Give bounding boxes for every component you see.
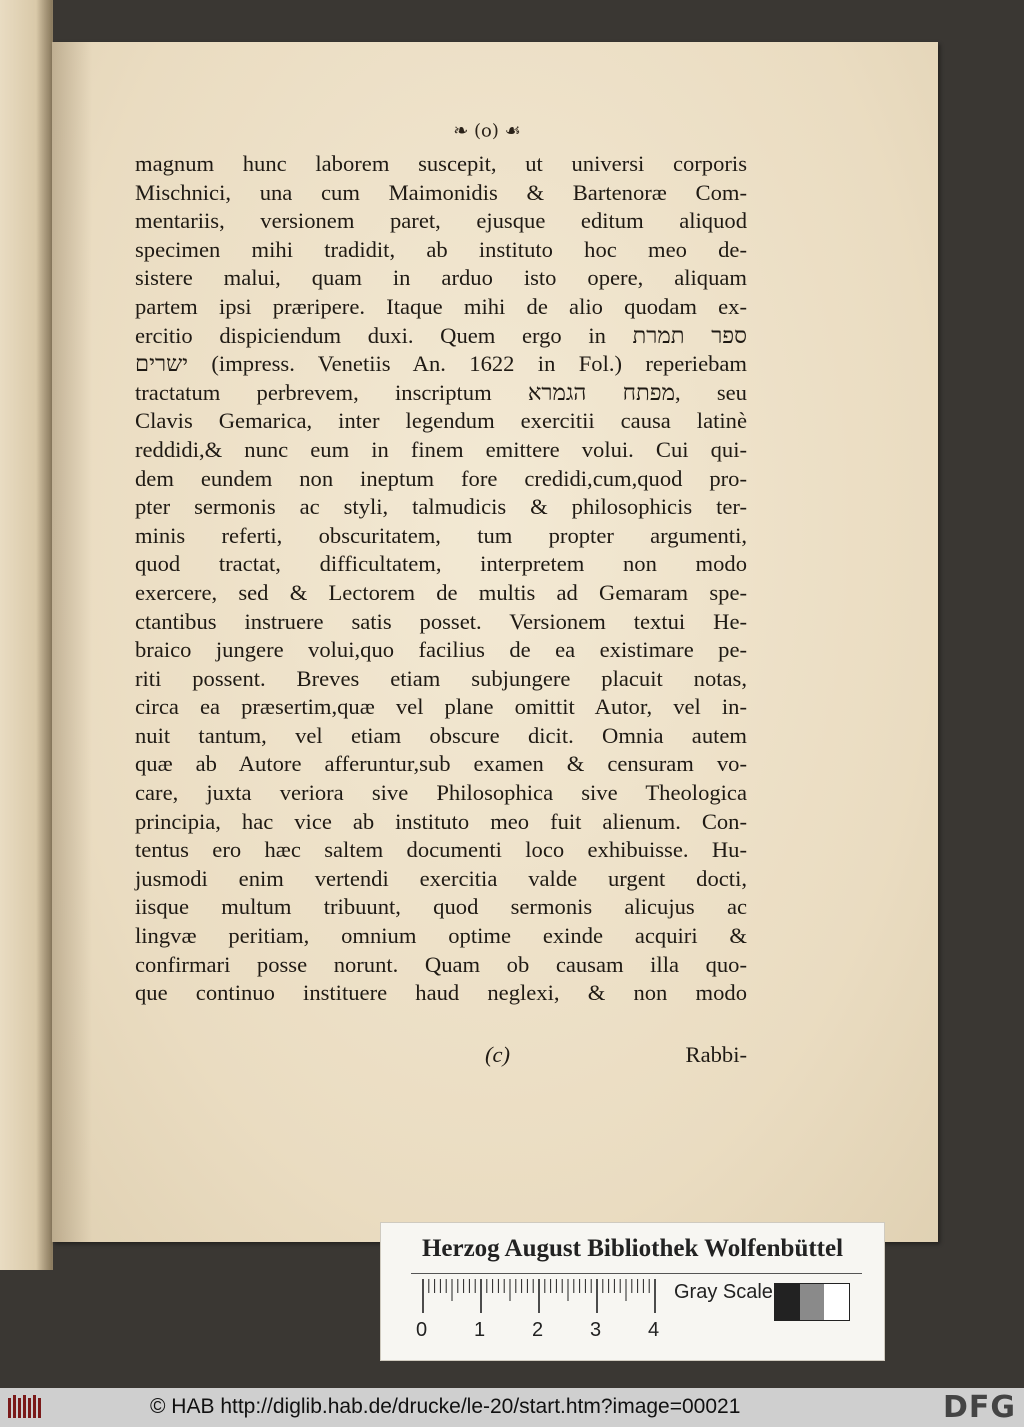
ornament-text: (o) xyxy=(474,120,499,142)
text-line: magnum hunc laborem suscepit, ut universi corporis xyxy=(135,151,747,176)
signature-mark: (c) xyxy=(485,1042,511,1067)
text-line: Clavis Gemarica, inter legendum exercitii causa latinè xyxy=(135,408,747,434)
ruler-number: 3 xyxy=(590,1319,602,1341)
text-line: specimen mihi tradidit, ab instituto hoc meo de- xyxy=(135,236,747,262)
ornament-left-flourish: ❧ xyxy=(453,120,469,142)
text-line: pter sermonis ac styli, talmudicis & philosophicis ter- xyxy=(135,494,747,520)
text-line: dem eundem non ineptum fore credidi,cum,quod pro- xyxy=(135,465,747,491)
ruler-number: 2 xyxy=(532,1319,544,1341)
text-line: iisque multum tribuunt, quod sermonis alicujus ac xyxy=(135,894,747,920)
ruler-number: 4 xyxy=(648,1319,660,1341)
gray-scale-swatches xyxy=(774,1283,850,1321)
text-line: lingvæ peritiam, omnium optime exinde acquiri & xyxy=(135,923,747,949)
text-line: braico jungere volui,quo facilius de ea existimare pe- xyxy=(135,637,747,663)
body-text xyxy=(135,150,747,1008)
text-line: quæ ab Autore afferuntur,sub examen & censuram vo- xyxy=(135,751,747,777)
gutter-shadow xyxy=(52,42,92,1242)
card-divider xyxy=(411,1273,862,1274)
gray-scale-label: Gray Scale xyxy=(674,1281,773,1303)
text-line: ercitio dispiciendum duxi. Quem ergo in ספר תמרת xyxy=(135,322,747,348)
ornament-right-flourish: ☙ xyxy=(504,120,521,142)
text-line: sistere malui, quam in arduo isto opere, aliquam xyxy=(135,265,747,291)
text-line: Mischnici, una cum Maimonidis & Bartenoræ Com- xyxy=(135,179,747,205)
text-line: ישרים (impress. Venetiis An. 1622 in Fol.) reperiebam xyxy=(135,351,747,377)
gray-swatch xyxy=(800,1284,825,1320)
gray-swatch xyxy=(775,1284,800,1320)
text-line: reddidi,& nunc eum in finem emittere volui. Cui qui- xyxy=(135,436,747,462)
ruler-number: 0 xyxy=(416,1319,428,1341)
text-line: jusmodi enim vertendi exercitia valde urgent docti, xyxy=(135,865,747,891)
copyright-link[interactable]: © HAB http://diglib.hab.de/drucke/le-20/start.htm?image=00021 xyxy=(150,1395,741,1418)
hab-logo-icon xyxy=(6,1392,44,1422)
text-line: partem ipsi præripere. Itaque mihi de alio quodam ex- xyxy=(135,293,747,319)
measurement-ruler xyxy=(421,1277,661,1317)
footer-bar xyxy=(0,1388,1024,1427)
page-footer-marks xyxy=(135,1042,747,1072)
text-line: quod tractat, difficultatem, interpretem non modo xyxy=(135,551,747,577)
text-line: exercere, sed & Lectorem de multis ad Gemaram spe- xyxy=(135,579,747,605)
book-page xyxy=(52,42,938,1242)
text-line: ctantibus instruere satis posset. Versionem textui He- xyxy=(135,608,747,634)
dfg-logo: DFG xyxy=(942,1390,1016,1425)
library-name: Herzog August Bibliothek Wolfenbüttel xyxy=(421,1235,844,1262)
text-line: care, juxta veriora sive Philosophica sive Theologica xyxy=(135,780,747,806)
text-line: riti possent. Breves etiam subjungere placuit notas, xyxy=(135,665,747,691)
text-line: tractatum perbrevem, inscriptum מפתח הגמרא, seu xyxy=(135,379,747,405)
book-spine-shadow xyxy=(36,0,52,1270)
library-scale-card xyxy=(380,1222,885,1361)
header-ornament xyxy=(437,120,537,146)
text-line: principia, hac vice ab instituto meo fuit alienum. Con- xyxy=(135,808,747,834)
catchword: Rabbi- xyxy=(685,1042,747,1067)
text-line: circa ea præsertim,quæ vel plane omittit Autor, vel in- xyxy=(135,694,747,720)
text-line: mentariis, versionem paret, ejusque editum aliquod xyxy=(135,208,747,234)
ruler-number: 1 xyxy=(474,1319,486,1341)
text-line: minis referti, obscuritatem, tum propter argumenti, xyxy=(135,522,747,548)
text-line: confirmari posse norunt. Quam ob causam illa quo- xyxy=(135,951,747,977)
text-line: nuit tantum, vel etiam obscure dicit. Omnia autem xyxy=(135,722,747,748)
text-line: tentus ero hæc saltem documenti loco exhibuisse. Hu- xyxy=(135,837,747,863)
text-line: que continuo instituere haud neglexi, & non modo xyxy=(135,980,747,1006)
gray-swatch xyxy=(824,1284,849,1320)
